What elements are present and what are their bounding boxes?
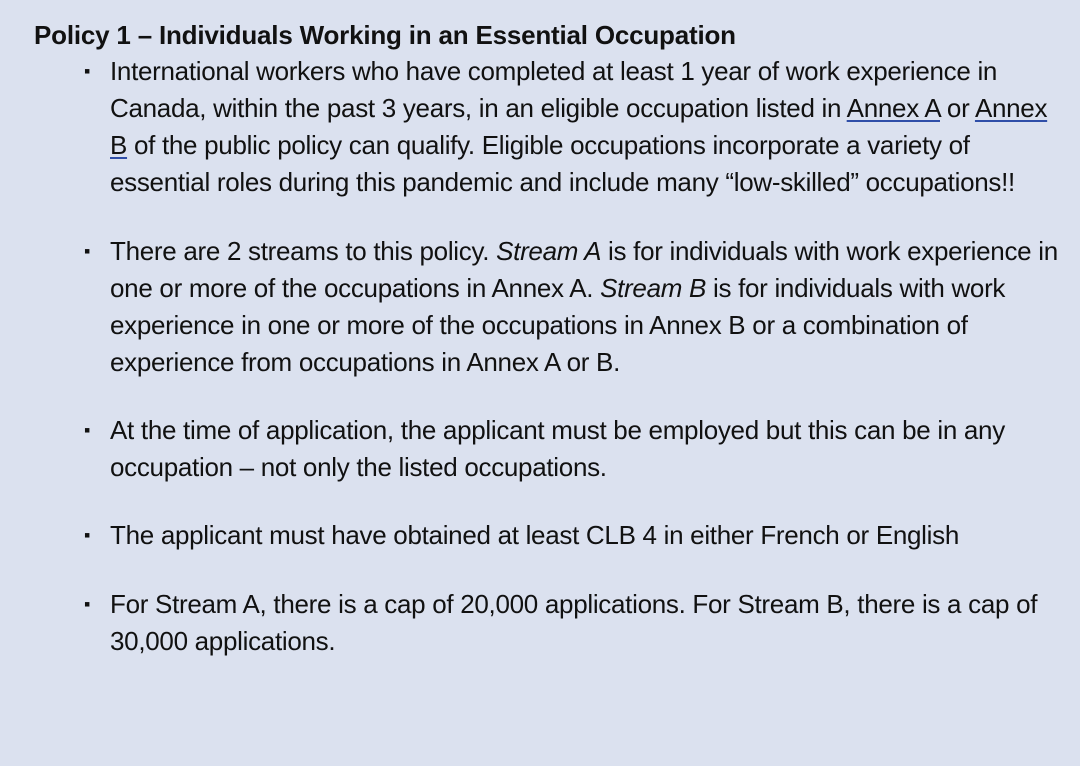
bullet-text: International workers who have completed at least 1 year of work experience in Canada, within the past 3 years, in an eligible occupation listed in <box>110 56 998 123</box>
page-title: Policy 1 – Individuals Working in an Essential Occupation <box>34 20 736 50</box>
bullet-point-icon: ▪ <box>84 61 91 81</box>
bullet-point-icon: ▪ <box>84 241 91 261</box>
bullet-text: The applicant must have obtained at least CLB 4 in either French or English <box>110 520 959 550</box>
bullet-text: At the time of application, the applicant must be employed but this can be in any occupation – not only the listed occupations. <box>110 415 1005 482</box>
stream-b-emphasis: Stream B <box>600 273 707 303</box>
bullet-text: of the public policy can qualify. Eligible occupations incorporate a variety of essential roles during this pandemic and include many “low-skilled” occupations!! <box>110 130 1015 197</box>
bullet-item-language <box>34 517 1060 554</box>
bullet-text: is for individuals with work experience in one or more of the occupations in Annex A. <box>110 236 1058 303</box>
bullet-item-work-experience <box>34 53 1060 201</box>
bullet-item-cap <box>34 586 1060 660</box>
bullet-point-icon: ▪ <box>84 594 91 614</box>
stream-a-emphasis: Stream A <box>496 236 602 266</box>
bullet-text: There are 2 streams to this policy. <box>110 236 497 266</box>
bullet-item-employment <box>34 412 1060 486</box>
annex-a-link[interactable]: Annex A <box>846 93 940 123</box>
bullet-text: or <box>940 93 975 123</box>
bullet-text: For Stream A, there is a cap of 20,000 applications. For Stream B, there is a cap of 30,000 applications. <box>110 589 1038 656</box>
bullet-point-icon: ▪ <box>84 525 91 545</box>
annex-b-link[interactable]: Annex B <box>110 93 1048 160</box>
bullet-point-icon: ▪ <box>84 420 91 440</box>
bullet-item-streams <box>34 233 1060 381</box>
bullet-list <box>34 53 1060 660</box>
bullet-text: is for individuals with work experience in one or more of the occupations in Annex B or a combination of experience from occupations in Annex A or B. <box>110 273 1006 377</box>
